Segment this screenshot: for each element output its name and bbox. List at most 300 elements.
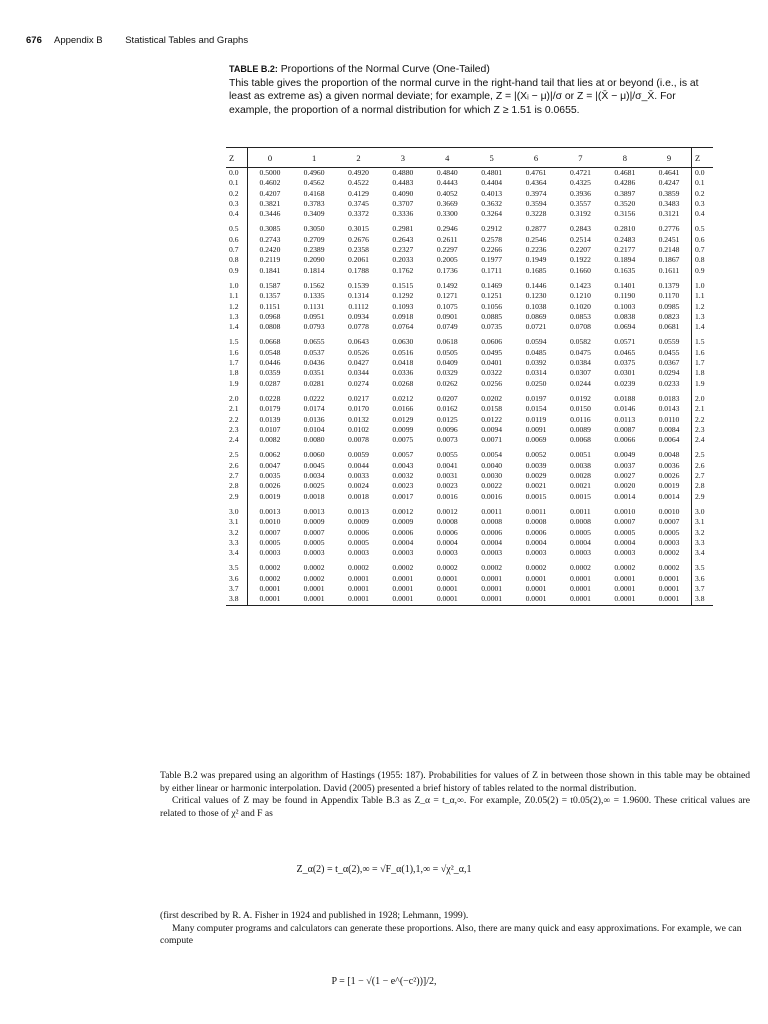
proportion-cell: 0.0080 bbox=[303, 435, 325, 445]
table-row bbox=[226, 584, 713, 594]
proportion-cell: 0.0367 bbox=[658, 358, 680, 368]
z-value-left: 1.1 bbox=[226, 291, 248, 301]
proportion-cell: 0.3409 bbox=[303, 209, 325, 219]
table-row bbox=[226, 337, 713, 347]
proportion-cell: 0.3483 bbox=[658, 198, 680, 208]
proportion-cell: 0.4681 bbox=[614, 168, 636, 177]
proportion-cell: 0.4364 bbox=[525, 178, 547, 188]
proportion-cell: 0.3264 bbox=[481, 209, 503, 219]
proportion-cell: 0.2061 bbox=[348, 255, 369, 265]
proportion-cell: 0.2420 bbox=[259, 245, 281, 255]
proportion-cell: 0.0359 bbox=[259, 368, 281, 378]
z-value-left: 1.9 bbox=[226, 379, 248, 389]
table-row bbox=[226, 563, 713, 573]
proportion-cell: 0.3015 bbox=[348, 224, 369, 234]
proportion-cell: 0.0793 bbox=[303, 322, 325, 332]
proportion-cell: 0.0005 bbox=[303, 537, 325, 547]
proportion-cell: 0.4052 bbox=[436, 188, 458, 198]
proportion-cell: 0.0002 bbox=[392, 563, 414, 573]
proportion-cell: 0.2843 bbox=[569, 224, 591, 234]
proportion-cell: 0.0033 bbox=[348, 471, 369, 481]
proportion-cell: 0.1230 bbox=[525, 291, 547, 301]
z-value-right: 1.3 bbox=[692, 312, 714, 322]
paragraph-critical-values: Critical values of Z may be found in Appendix Table B.3 as Z_α = t_α,∞. For example, Z0.05(2) = t0.05(2),∞ = 1.9600. These critical values are related to those of χ² and F as bbox=[160, 795, 750, 819]
proportion-cell: 0.0436 bbox=[303, 358, 325, 368]
proportion-cell: 0.1038 bbox=[525, 301, 547, 311]
proportion-cell: 0.1635 bbox=[614, 265, 636, 275]
proportion-cell: 0.0096 bbox=[436, 424, 458, 434]
proportion-cell: 0.0009 bbox=[303, 517, 325, 527]
proportion-cell: 0.2327 bbox=[392, 245, 414, 255]
proportion-cell: 0.4207 bbox=[259, 188, 281, 198]
proportion-cell: 0.0054 bbox=[481, 450, 503, 460]
proportion-cell: 0.0154 bbox=[525, 404, 547, 414]
proportion-cell: 0.0071 bbox=[481, 435, 503, 445]
proportion-cell: 0.2877 bbox=[525, 224, 547, 234]
proportion-cell: 0.1562 bbox=[303, 280, 325, 290]
proportion-cell: 0.3520 bbox=[614, 198, 636, 208]
proportion-cell: 0.2119 bbox=[259, 255, 281, 265]
proportion-cell: 0.2514 bbox=[569, 234, 591, 244]
proportion-cell: 0.1736 bbox=[436, 265, 458, 275]
running-head bbox=[26, 35, 248, 46]
proportion-cell: 0.0885 bbox=[481, 311, 503, 321]
proportion-cell: 0.0516 bbox=[392, 347, 414, 357]
proportion-cell: 0.0001 bbox=[392, 573, 414, 583]
proportion-cell: 0.1841 bbox=[259, 265, 281, 275]
proportion-cell: 0.0256 bbox=[481, 378, 503, 388]
proportion-cell: 0.0322 bbox=[481, 368, 503, 378]
table-row bbox=[226, 199, 713, 209]
proportion-cell: 0.0001 bbox=[469, 594, 513, 605]
z-value-left: 2.4 bbox=[226, 435, 248, 445]
table-row bbox=[226, 209, 713, 219]
proportion-cell: 0.1660 bbox=[569, 265, 591, 275]
z-value-left: 1.3 bbox=[226, 312, 248, 322]
proportion-cell: 0.1112 bbox=[348, 301, 369, 311]
proportion-cell: 0.0951 bbox=[303, 311, 325, 321]
proportion-cell: 0.0021 bbox=[569, 481, 591, 491]
proportion-cell: 0.0057 bbox=[392, 450, 414, 460]
proportion-cell: 0.0075 bbox=[392, 435, 414, 445]
table-row bbox=[226, 291, 713, 301]
proportion-cell: 0.0004 bbox=[392, 537, 414, 547]
proportion-cell: 0.0001 bbox=[436, 583, 458, 593]
proportion-cell: 0.3085 bbox=[259, 224, 281, 234]
proportion-cell: 0.0455 bbox=[658, 347, 680, 357]
proportion-cell: 0.0001 bbox=[614, 573, 636, 583]
proportion-cell: 0.0026 bbox=[658, 471, 680, 481]
proportion-cell: 0.0073 bbox=[436, 435, 458, 445]
proportion-cell: 0.2483 bbox=[614, 234, 636, 244]
proportion-cell: 0.0045 bbox=[303, 460, 325, 470]
proportion-cell: 0.3632 bbox=[481, 198, 503, 208]
proportion-cell: 0.2177 bbox=[614, 245, 636, 255]
proportion-cell: 0.3707 bbox=[392, 198, 414, 208]
table-row bbox=[226, 358, 713, 368]
proportion-cell: 0.0001 bbox=[336, 594, 380, 605]
proportion-cell: 0.0125 bbox=[436, 414, 458, 424]
proportion-cell: 0.4325 bbox=[569, 178, 591, 188]
proportion-cell: 0.0162 bbox=[436, 404, 458, 414]
proportion-cell: 0.0016 bbox=[436, 491, 458, 501]
proportion-cell: 0.2743 bbox=[259, 234, 281, 244]
z-value-right: 1.9 bbox=[692, 379, 714, 389]
proportion-cell: 0.0344 bbox=[348, 368, 369, 378]
proportion-cell: 0.0694 bbox=[614, 322, 636, 332]
proportion-cell: 0.0001 bbox=[603, 594, 647, 605]
proportion-cell: 0.0004 bbox=[614, 537, 636, 547]
z-value-left: 2.2 bbox=[226, 415, 248, 425]
proportion-cell: 0.1075 bbox=[436, 301, 458, 311]
proportion-cell: 0.4641 bbox=[658, 168, 680, 177]
column-header: Z bbox=[692, 148, 714, 168]
proportion-cell: 0.1446 bbox=[525, 280, 547, 290]
proportion-cell: 0.0002 bbox=[481, 563, 503, 573]
proportion-cell: 0.1788 bbox=[348, 265, 369, 275]
table-row bbox=[226, 348, 713, 358]
proportion-cell: 0.0594 bbox=[525, 337, 547, 347]
proportion-cell: 0.0001 bbox=[525, 573, 547, 583]
table-row bbox=[226, 450, 713, 460]
proportion-cell: 0.0062 bbox=[259, 450, 281, 460]
proportion-cell: 0.0068 bbox=[569, 435, 591, 445]
proportion-cell: 0.0025 bbox=[303, 481, 325, 491]
proportion-cell: 0.0013 bbox=[348, 506, 369, 516]
proportion-cell: 0.0823 bbox=[658, 311, 680, 321]
z-value-right: 0.4 bbox=[692, 209, 714, 219]
proportion-cell: 0.0037 bbox=[614, 460, 636, 470]
proportion-cell: 0.0001 bbox=[348, 583, 369, 593]
proportion-cell: 0.1292 bbox=[392, 291, 414, 301]
proportion-cell: 0.0001 bbox=[436, 573, 458, 583]
table-row bbox=[226, 492, 713, 502]
proportion-cell: 0.0002 bbox=[348, 563, 369, 573]
proportion-cell: 0.3936 bbox=[569, 188, 591, 198]
z-value-right: 0.9 bbox=[692, 266, 714, 276]
z-value-right: 0.8 bbox=[692, 255, 714, 265]
proportion-cell: 0.0104 bbox=[303, 424, 325, 434]
proportion-cell: 0.0003 bbox=[658, 537, 680, 547]
z-value-right: 2.2 bbox=[692, 415, 714, 425]
proportion-cell: 0.0409 bbox=[436, 358, 458, 368]
proportion-cell: 0.0146 bbox=[614, 404, 636, 414]
proportion-cell: 0.4404 bbox=[481, 178, 503, 188]
proportion-cell: 0.0001 bbox=[614, 583, 636, 593]
proportion-cell: 0.4013 bbox=[481, 188, 503, 198]
proportion-cell: 0.0009 bbox=[348, 517, 369, 527]
proportion-cell: 0.0015 bbox=[569, 491, 591, 501]
proportion-cell: 0.3821 bbox=[259, 198, 281, 208]
proportion-cell: 0.1762 bbox=[392, 265, 414, 275]
proportion-cell: 0.3050 bbox=[303, 224, 325, 234]
table-row bbox=[226, 461, 713, 471]
proportion-cell: 0.1190 bbox=[614, 291, 636, 301]
z-value-left: 3.1 bbox=[226, 517, 248, 527]
proportion-cell: 0.0008 bbox=[436, 517, 458, 527]
table-row bbox=[226, 312, 713, 322]
proportion-cell: 0.0021 bbox=[525, 481, 547, 491]
proportion-cell: 0.0582 bbox=[569, 337, 591, 347]
proportion-cell: 0.0934 bbox=[348, 311, 369, 321]
proportion-cell: 0.0064 bbox=[658, 435, 680, 445]
proportion-cell: 0.0336 bbox=[392, 368, 414, 378]
proportion-cell: 0.0078 bbox=[348, 435, 369, 445]
proportion-cell: 0.0505 bbox=[436, 347, 458, 357]
table-row bbox=[226, 481, 713, 491]
z-value-right: 2.3 bbox=[692, 425, 714, 435]
proportion-cell: 0.1020 bbox=[569, 301, 591, 311]
z-value-right: 0.0 bbox=[692, 168, 714, 179]
proportion-cell: 0.0006 bbox=[525, 527, 547, 537]
z-value-left: 0.8 bbox=[226, 255, 248, 265]
proportion-cell: 0.2148 bbox=[658, 245, 680, 255]
column-header: 5 bbox=[469, 148, 513, 168]
proportion-cell: 0.0351 bbox=[303, 368, 325, 378]
proportion-cell: 0.4168 bbox=[303, 188, 325, 198]
column-header: 3 bbox=[381, 148, 425, 168]
proportion-cell: 0.0183 bbox=[658, 393, 680, 403]
proportion-cell: 0.0102 bbox=[348, 424, 369, 434]
formula-critical-values: Z_α(2) = t_α(2),∞ = √F_α(1),1,∞ = √χ²_α,1 bbox=[296, 864, 472, 875]
proportion-cell: 0.1867 bbox=[658, 255, 680, 265]
table-row bbox=[226, 507, 713, 517]
proportion-cell: 0.0010 bbox=[658, 506, 680, 516]
proportion-cell: 0.0129 bbox=[392, 414, 414, 424]
proportion-cell: 0.2389 bbox=[303, 245, 325, 255]
z-value-left: 0.2 bbox=[226, 189, 248, 199]
proportion-cell: 0.0032 bbox=[392, 471, 414, 481]
proportion-cell: 0.0004 bbox=[525, 537, 547, 547]
proportion-cell: 0.0764 bbox=[392, 322, 414, 332]
proportion-cell: 0.0778 bbox=[348, 322, 369, 332]
z-value-right: 2.5 bbox=[692, 450, 714, 460]
z-value-right: 2.9 bbox=[692, 492, 714, 502]
proportion-cell: 0.0001 bbox=[303, 583, 325, 593]
proportion-cell: 0.0018 bbox=[303, 491, 325, 501]
paragraph-approximations: Many computer programs and calculators can generate these proportions. Also, there are many quick and easy approximations. For example, we can compute bbox=[160, 922, 742, 947]
proportion-cell: 0.0281 bbox=[303, 378, 325, 388]
z-value-right: 2.7 bbox=[692, 471, 714, 481]
z-value-left: 3.8 bbox=[226, 594, 248, 605]
z-value-left: 3.4 bbox=[226, 548, 248, 558]
proportion-cell: 0.0643 bbox=[348, 337, 369, 347]
proportion-cell: 0.0002 bbox=[303, 563, 325, 573]
proportion-cell: 0.0559 bbox=[658, 337, 680, 347]
z-value-right: 0.2 bbox=[692, 189, 714, 199]
proportion-cell: 0.0034 bbox=[303, 471, 325, 481]
proportion-cell: 0.1469 bbox=[481, 280, 503, 290]
proportion-cell: 0.4247 bbox=[658, 178, 680, 188]
proportion-cell: 0.0475 bbox=[569, 347, 591, 357]
z-value-right: 1.6 bbox=[692, 348, 714, 358]
body-text bbox=[160, 770, 750, 820]
z-value-right: 3.1 bbox=[692, 517, 714, 527]
proportion-cell: 0.0384 bbox=[569, 358, 591, 368]
proportion-cell: 0.1170 bbox=[658, 291, 680, 301]
z-value-left: 2.1 bbox=[226, 404, 248, 414]
proportion-cell: 0.1685 bbox=[525, 265, 547, 275]
proportion-cell: 0.0314 bbox=[525, 368, 547, 378]
z-value-right: 3.8 bbox=[692, 594, 714, 605]
proportion-cell: 0.0655 bbox=[303, 337, 325, 347]
proportion-cell: 0.2005 bbox=[436, 255, 458, 265]
proportion-cell: 0.4880 bbox=[392, 168, 414, 177]
proportion-cell: 0.2546 bbox=[525, 234, 547, 244]
proportion-cell: 0.3228 bbox=[525, 209, 547, 219]
proportion-cell: 0.0606 bbox=[481, 337, 503, 347]
table-row bbox=[226, 594, 713, 605]
z-value-left: 0.1 bbox=[226, 178, 248, 188]
table-description: This table gives the proportion of the normal curve in the right-hand tail that lies at or beyond (i.e., is at least as extreme as) a given normal deviate; for example, Z = |(Xᵢ − μ)|/σ or Z = |(X̄ − μ)|/σ_X̄. For example, the proportion of a normal distribution for which Z ≥ 1.51 is 0.0655. bbox=[229, 77, 699, 116]
proportion-cell: 0.0228 bbox=[259, 393, 281, 403]
proportion-cell: 0.3192 bbox=[569, 209, 591, 219]
proportion-cell: 0.0016 bbox=[481, 491, 503, 501]
z-value-right: 1.7 bbox=[692, 358, 714, 368]
proportion-cell: 0.0329 bbox=[436, 368, 458, 378]
table-row bbox=[226, 415, 713, 425]
z-value-right: 2.0 bbox=[692, 394, 714, 404]
proportion-cell: 0.0005 bbox=[658, 527, 680, 537]
proportion-cell: 0.0901 bbox=[436, 311, 458, 321]
proportion-cell: 0.0668 bbox=[259, 337, 281, 347]
column-header: 4 bbox=[425, 148, 469, 168]
z-value-left: 0.7 bbox=[226, 245, 248, 255]
column-header: 8 bbox=[603, 148, 647, 168]
proportion-cell: 0.0301 bbox=[614, 368, 636, 378]
z-value-right: 0.1 bbox=[692, 178, 714, 188]
column-header: 7 bbox=[558, 148, 602, 168]
proportion-cell: 0.0041 bbox=[436, 460, 458, 470]
appendix-label: Appendix B bbox=[53, 35, 103, 46]
proportion-cell: 0.4090 bbox=[392, 188, 414, 198]
proportion-cell: 0.1131 bbox=[303, 301, 325, 311]
proportion-cell: 0.4721 bbox=[569, 168, 591, 177]
normal-curve-table bbox=[226, 147, 713, 606]
proportion-cell: 0.0091 bbox=[525, 424, 547, 434]
proportion-cell: 0.0019 bbox=[259, 491, 281, 501]
proportion-cell: 0.3669 bbox=[436, 198, 458, 208]
z-value-right: 1.4 bbox=[692, 322, 714, 332]
proportion-cell: 0.0003 bbox=[436, 548, 458, 558]
proportion-cell: 0.1271 bbox=[436, 291, 458, 301]
proportion-cell: 0.0001 bbox=[647, 594, 691, 605]
proportion-cell: 0.4286 bbox=[614, 178, 636, 188]
proportion-cell: 0.3446 bbox=[259, 209, 281, 219]
table-row bbox=[226, 471, 713, 481]
z-value-left: 2.0 bbox=[226, 394, 248, 404]
proportion-cell: 0.0262 bbox=[436, 378, 458, 388]
proportion-cell: 0.5000 bbox=[259, 168, 281, 177]
z-value-right: 3.5 bbox=[692, 563, 714, 573]
proportion-cell: 0.0001 bbox=[292, 594, 336, 605]
proportion-cell: 0.1401 bbox=[614, 280, 636, 290]
proportion-cell: 0.0401 bbox=[481, 358, 503, 368]
proportion-cell: 0.0287 bbox=[259, 378, 281, 388]
proportion-cell: 0.0002 bbox=[525, 563, 547, 573]
proportion-cell: 0.0003 bbox=[259, 548, 281, 558]
z-value-right: 0.7 bbox=[692, 245, 714, 255]
proportion-cell: 0.0089 bbox=[569, 424, 591, 434]
proportion-cell: 0.0002 bbox=[259, 573, 281, 583]
z-value-right: 1.0 bbox=[692, 281, 714, 291]
proportion-cell: 0.2709 bbox=[303, 234, 325, 244]
proportion-cell: 0.0869 bbox=[525, 311, 547, 321]
column-header: 9 bbox=[647, 148, 691, 168]
proportion-cell: 0.0002 bbox=[303, 573, 325, 583]
proportion-cell: 0.0004 bbox=[481, 537, 503, 547]
table-row bbox=[226, 574, 713, 584]
paragraph-fisher: (first described by R. A. Fisher in 1924 and published in 1928; Lehmann, 1999). bbox=[160, 910, 469, 921]
proportion-cell: 0.0048 bbox=[658, 450, 680, 460]
proportion-cell: 0.0008 bbox=[481, 517, 503, 527]
proportion-cell: 0.0001 bbox=[425, 594, 469, 605]
chapter-title: Statistical Tables and Graphs bbox=[125, 35, 249, 46]
z-value-left: 2.6 bbox=[226, 461, 248, 471]
z-value-left: 2.5 bbox=[226, 450, 248, 460]
table-row bbox=[226, 178, 713, 188]
table-row bbox=[226, 435, 713, 445]
proportion-cell: 0.0202 bbox=[481, 393, 503, 403]
proportion-cell: 0.0268 bbox=[392, 378, 414, 388]
z-value-left: 3.7 bbox=[226, 584, 248, 594]
proportion-cell: 0.2207 bbox=[569, 245, 591, 255]
proportion-cell: 0.1093 bbox=[392, 301, 414, 311]
proportion-cell: 0.0010 bbox=[614, 506, 636, 516]
proportion-cell: 0.0059 bbox=[348, 450, 369, 460]
proportion-cell: 0.2676 bbox=[348, 234, 369, 244]
table-row bbox=[226, 189, 713, 199]
proportion-cell: 0.0001 bbox=[569, 583, 591, 593]
proportion-cell: 0.0418 bbox=[392, 358, 414, 368]
proportion-cell: 0.0013 bbox=[303, 506, 325, 516]
z-value-left: 0.4 bbox=[226, 209, 248, 219]
proportion-cell: 0.4483 bbox=[392, 178, 414, 188]
proportion-cell: 0.1515 bbox=[392, 280, 414, 290]
proportion-cell: 0.0026 bbox=[259, 481, 281, 491]
table-row bbox=[226, 281, 713, 291]
proportion-cell: 0.2236 bbox=[525, 245, 547, 255]
z-value-left: 3.5 bbox=[226, 563, 248, 573]
proportion-cell: 0.0049 bbox=[614, 450, 636, 460]
proportion-cell: 0.2643 bbox=[392, 234, 414, 244]
proportion-cell: 0.0003 bbox=[392, 548, 414, 558]
proportion-cell: 0.0014 bbox=[658, 491, 680, 501]
proportion-cell: 0.0708 bbox=[569, 322, 591, 332]
z-value-right: 2.6 bbox=[692, 461, 714, 471]
proportion-cell: 0.1922 bbox=[569, 255, 591, 265]
proportion-cell: 0.4522 bbox=[348, 178, 369, 188]
proportion-cell: 0.0039 bbox=[525, 460, 547, 470]
table-row bbox=[226, 528, 713, 538]
proportion-cell: 0.0495 bbox=[481, 347, 503, 357]
body-text-continued bbox=[160, 910, 750, 948]
proportion-cell: 0.0012 bbox=[392, 506, 414, 516]
proportion-cell: 0.0113 bbox=[614, 414, 636, 424]
proportion-cell: 0.1611 bbox=[658, 265, 680, 275]
proportion-cell: 0.0002 bbox=[259, 563, 281, 573]
z-value-left: 1.5 bbox=[226, 337, 248, 347]
proportion-cell: 0.0040 bbox=[481, 460, 503, 470]
z-value-right: 1.2 bbox=[692, 302, 714, 312]
proportion-cell: 0.0011 bbox=[570, 506, 591, 516]
proportion-cell: 0.0005 bbox=[614, 527, 636, 537]
formula-approximation: P = [1 − √(1 − e^(−c²))]/2, bbox=[331, 976, 437, 987]
table-caption bbox=[229, 63, 719, 117]
proportion-cell: 0.0537 bbox=[303, 347, 325, 357]
proportion-cell: 0.0015 bbox=[525, 491, 547, 501]
table-row bbox=[226, 168, 713, 179]
